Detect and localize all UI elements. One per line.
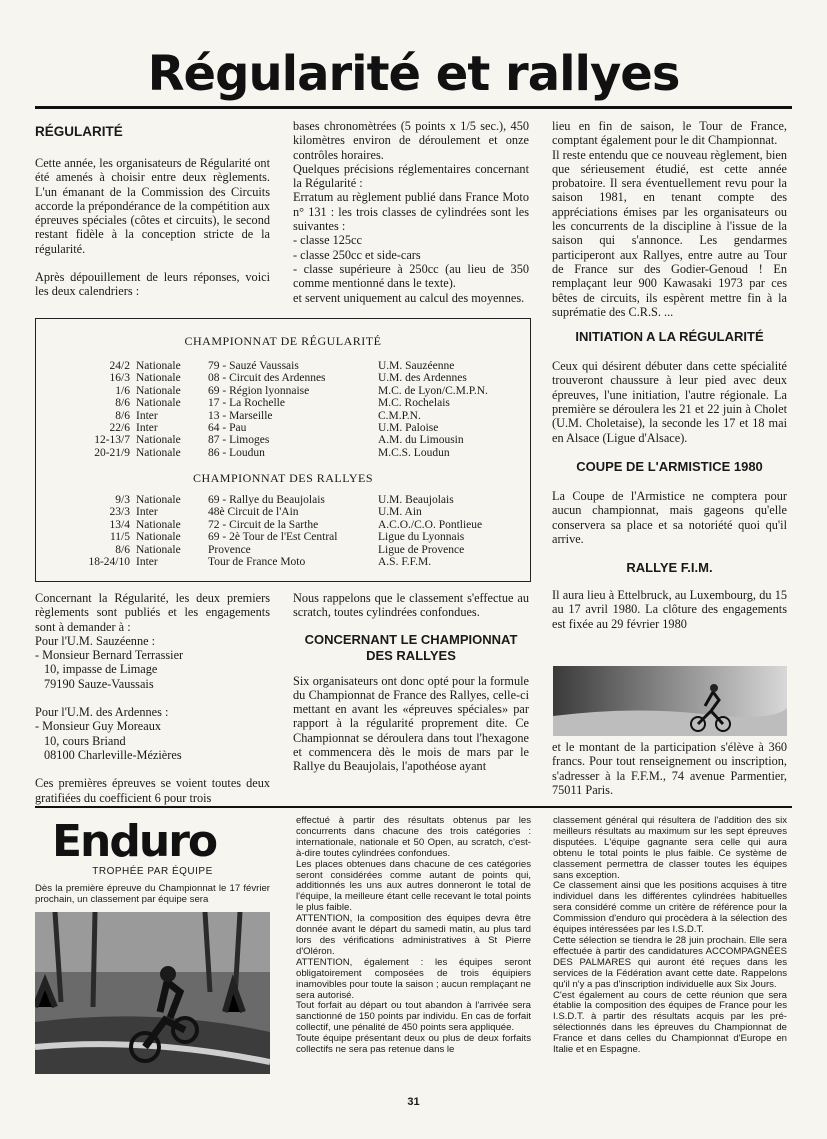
calendar-org: U.M. Sauzéenne [378, 360, 455, 372]
col2-line-4: et servent uniquement au calcul des moyennes. [293, 290, 525, 305]
calendar-cat: Inter [136, 409, 158, 422]
enduro-c2-p1: effectué à partir des résultats obtenus par les concurrents dans chacune des trois catégories : internationale, nationale et 50 Open, au scratch, c'est-à-dire toutes cylindrées confondues. [296, 815, 531, 859]
calendar-event: 69 - Rallye du Beaujolais [208, 494, 325, 506]
calendar-row [60, 360, 528, 372]
calendar-event: Tour de France Moto [208, 556, 306, 569]
calendar-row [60, 531, 528, 543]
calendar-cat: Nationale [136, 434, 181, 447]
calendar-date: 20-21/9 [94, 446, 130, 459]
engagements-column [35, 591, 270, 805]
calendar-event: 08 - Circuit des Ardennes [208, 372, 326, 385]
rallyes-heading: CONCERNANT LE CHAMPIONNAT DES RALLYES [304, 631, 518, 663]
col3-paragraph-2: Il reste entendu que ce nouveau règlement, bien que sérieusement étudié, est cette année probatoire. Il sera éventuellement revu pour la saison 1981, en tenant compte des appréciations émises par les organisateurs ou les concurrents de la discipline à l'issue de la saison qui s'annonce. Les gendarmes participeront aux Rallyes, entre autre au Tour de France sur des Godier-Genoud ! En remplaçant leur 900 Kawasaki 1973 par ces bêtes de circuits, ils espèrent mettre fin à la suprématie des C.R.S. ... [552, 147, 787, 319]
calendar-event: 86 - Loudun [208, 446, 265, 459]
regularite-column-2 [293, 119, 529, 305]
title-rule [35, 106, 792, 109]
regularite-paragraph-2: Après dépouillement de leurs réponses, voici les deux calendriers : [35, 270, 270, 299]
calendar-cat: Nationale [136, 397, 181, 410]
class-3: - classe supérieure à 250cc (au lieu de 350 comme mentionné dans le texte). [293, 261, 529, 291]
calendar-org: U.M. des Ardennes [378, 372, 467, 385]
address-1-city: 79190 Sauze-Vaussais [44, 676, 154, 691]
enduro-c2-p6: Toute équipe présentant deux ou plus de deux forfaits collectifs ne sera pas retenue dans le [296, 1033, 531, 1056]
calendar-event: 79 - Sauzé Vaussais [208, 360, 299, 372]
calendar-event: 69 - 2è Tour de l'Est Central [208, 531, 338, 544]
calendar-org: Ligue du Lyonnais [378, 531, 465, 544]
enduro-c3-p2: Ce classement ainsi que les positions acquises à titre individuel dans les différentes cylindrées habituelles sera considéré comme un critère de référence pour la Commission d'enduro qui procèdera à la sélection des équipes intéressées par les I.S.D.T. [553, 880, 787, 936]
col2-line-2: Quelques précisions réglementaires concernant la Régularité : [293, 161, 529, 191]
calendar-date: 8/6 [115, 409, 130, 422]
calendar-row [60, 506, 528, 518]
rallye-fim-paragraph: Il aura lieu à Ettelbruck, au Luxembourg, du 15 au 17 avril 1980. La clôture des engagements est fixée au 29 février 1980 [552, 588, 787, 631]
calendar-org: A.M. du Limousin [378, 434, 464, 447]
enduro-photo [35, 912, 270, 1074]
rallye-fim-paragraph-2: et le montant de la participation s'élève à 360 francs. Pour tout renseignement ou inscription, s'adresser à la F.F.M., 74 avenue Parmentier, 75011 Paris. [552, 740, 787, 797]
calendar-cat: Nationale [136, 384, 181, 397]
rallyes-column [293, 591, 529, 774]
initiation-heading: INITIATION A LA RÉGULARITÉ [575, 329, 764, 345]
engagements-paragraph: Concernant la Régularité, les deux premiers règlements sont publiés et les engagements sont à demander à : [35, 591, 270, 634]
calendar-org: M.C. Rochelais [378, 397, 450, 410]
right-column [552, 119, 787, 631]
calendar-event: 69 - Région lyonnaise [208, 384, 310, 397]
calendar-cat: Nationale [136, 372, 181, 385]
enduro-c3-p1: classement général qui résultera de l'addition des six meilleurs résultats au maximum sur les sept épreuves disputées. L'équipe gagnante sera celle qui aura obtenu le total points le plus faible. Ce système de classement permettra de classer toutes les équipes sans exception. [553, 815, 787, 881]
calendar-row [60, 422, 528, 434]
calendar-date: 16/3 [109, 372, 130, 385]
enduro-c3-p4: C'est également au cours de cette réunion que sera établie la composition des équipes de France pour les I.S.D.T. à partir des résultats acquis par les pré-sélectionnés dans les épreuves du Championnat de France et dans celles du Championnat d'Europe en Italie et en Espagne. [553, 989, 787, 1056]
calendar-date: 24/2 [109, 360, 130, 372]
enduro-c2-p3: ATTENTION, la composition des équipes devra être donnée avant le départ du samedi matin, au plus tard lors des vérifications administratives à St Pierre d'Oléron. [296, 913, 531, 957]
rallye-photo [553, 666, 787, 736]
calendar-org: U.M. Paloise [378, 422, 439, 435]
enduro-intro [35, 884, 270, 906]
rallye-photo-image [553, 666, 787, 736]
page-title: Régularité et rallyes [147, 46, 680, 102]
enduro-column-3 [553, 816, 787, 1056]
enduro-subtitle: TROPHÉE PAR ÉQUIPE [92, 866, 213, 877]
rallyes-calendar-table [60, 494, 528, 568]
coupe-paragraph: La Coupe de l'Armistice ne comptera pour aucun championnat, mais gageons qu'elle conservera sa place et sa notoriété quoi qu'il arrive. [552, 488, 787, 546]
calendar-row [60, 494, 528, 506]
rallyes-calendar-title: CHAMPIONNAT DES RALLYES [192, 471, 374, 485]
calendar-row [60, 556, 528, 568]
calendar-row [60, 544, 528, 556]
calendar-event: 17 - La Rochelle [208, 397, 285, 410]
calendar-row [60, 397, 528, 409]
calendar-event: 48è Circuit de l'Ain [208, 506, 299, 519]
calendar-event: 72 - Circuit de la Sarthe [208, 518, 319, 531]
calendar-date: 8/6 [115, 397, 130, 410]
rallye-fim-heading: RALLYE F.I.M. [626, 560, 713, 576]
calendar-date: 23/3 [109, 506, 130, 519]
calendar-org: M.C. de Lyon/C.M.P.N. [378, 384, 488, 397]
calendar-cat: Nationale [136, 518, 181, 531]
calendar-org: A.C.O./C.O. Pontlieue [378, 518, 483, 531]
calendar-cat: Nationale [136, 543, 181, 556]
initiation-paragraph: Ceux qui désirent débuter dans cette spécialité trouveront chaussure à leur pied avec deux épreuves, l'une initiation, l'autre régionale. La première se déroulera les 21 et 22 juin à Cholet (U.M. Choletaise), la seconde les 17 et 18 mai en Alsace (Ligue d'Alsace). [552, 359, 787, 445]
calendar-event: 87 - Limoges [208, 434, 270, 447]
calendar-cat: Nationale [136, 360, 181, 372]
address-2-street: 10, cours Briand [44, 733, 126, 748]
calendar-event: 13 - Marseille [208, 409, 273, 422]
calendar-row [60, 447, 528, 459]
scratch-paragraph: Nous rappelons que le classement s'effectue au scratch, toutes cylindrées confondues. [293, 591, 529, 620]
calendar-row [60, 519, 528, 531]
rallye-fim-continued [552, 740, 787, 797]
calendar-date: 11/5 [109, 531, 130, 544]
calendar-event: Provence [208, 543, 251, 556]
calendar-org: M.C.S. Loudun [378, 446, 450, 459]
calendar-row [60, 410, 528, 422]
regularite-column [35, 124, 270, 313]
section-rule [35, 806, 792, 808]
calendar-org: A.S. F.F.M. [378, 556, 432, 569]
calendar-row [60, 434, 528, 446]
calendar-date: 1/6 [115, 384, 130, 397]
calendar-org: U.M. Beaujolais [378, 494, 454, 506]
calendar-org: Ligue de Provence [378, 543, 465, 556]
enduro-c2-p4: ATTENTION, également : les équipes seront obligatoirement composées de trois équipiers inamovibles pour toute la saison ; aucun remplaçant ne sera autorisé. [296, 956, 531, 1001]
regularite-calendar-title: CHAMPIONNAT DE RÉGULARITÉ [184, 334, 382, 348]
page-number: 31 [407, 1096, 420, 1108]
address-1-street: 10, impasse de Limage [44, 662, 158, 677]
calendar-row [60, 372, 528, 384]
address-1-name: - Monsieur Bernard Terrassier [35, 648, 184, 663]
calendar-box [35, 318, 531, 582]
calendar-date: 12-13/7 [94, 434, 130, 447]
calendar-date: 8/6 [115, 543, 130, 556]
calendar-org: C.M.P.N. [378, 409, 421, 422]
calendar-cat: Nationale [136, 531, 181, 544]
coefficient-paragraph: Ces premières épreuves se voient toutes deux gratifiées du coefficient 6 pour trois [35, 776, 270, 805]
calendar-cat: Nationale [136, 446, 181, 459]
rallyes-paragraph: Six organisateurs ont donc opté pour la formule du Championnat de France des Rallyes, celle-ci mettant en avant les «épreuves spéciales» par rapport à la régularité proprement dite. Ce Championnat se déroulera dans tout l'hexagone et commencera dès le mois de mars par le Rallye du Beaujolais, l'apothéose ayant [293, 673, 529, 774]
enduro-title: Enduro [52, 816, 217, 867]
calendar-cat: Inter [136, 556, 158, 569]
col2-erratum: Erratum au règlement publié dans France Moto n° 131 : les trois classes de cylindrées sont les suivantes : [293, 190, 529, 234]
enduro-intro-text: Dès la première épreuve du Championnat le 17 février prochain, un classement par équipe sera [35, 883, 270, 905]
col3-paragraph-1: lieu en fin de saison, le Tour de France, comptant également pour le dit Championnat. [552, 119, 787, 148]
calendar-cat: Inter [136, 422, 158, 435]
calendar-date: 18-24/10 [88, 556, 130, 569]
coupe-heading: COUPE DE L'ARMISTICE 1980 [576, 458, 763, 474]
class-2: - classe 250cc et side-cars [293, 247, 421, 262]
address-2-city: 08100 Charleville-Mézières [44, 747, 182, 762]
calendar-event: 64 - Pau [208, 422, 247, 435]
calendar-cat: Inter [136, 506, 158, 519]
address-2-title: Pour l'U.M. des Ardennes : [35, 705, 169, 720]
regularite-calendar-table [60, 360, 528, 459]
col2-line-1: bases chronomètrées (5 points x 1/5 sec.), 450 kilomètres environ de déroulement et onze contrôles horaires. [293, 119, 529, 162]
enduro-column-2 [296, 816, 531, 1056]
regularite-paragraph-1: Cette année, les organisateurs de Régularité ont été amenés à choisir entre deux règlements. L'un émanant de la Commission des Circuits accorde la prépondérance de la compétition aux épreuves spéciales (côtes et circuits), le second restant fidèle à la conception stricte de la régularité. [35, 156, 270, 256]
enduro-photo-image [35, 912, 270, 1074]
class-1: - classe 125cc [293, 233, 362, 248]
enduro-c2-p2: Les places obtenues dans chacune de ces catégories seront considérées comme autant de points qui, additionnés les uns aux autres donneront le total de l'équipe, la meilleure étant celle recevant le total points le plus faible. [296, 858, 531, 914]
calendar-date: 13/4 [109, 518, 130, 531]
enduro-c3-p3: Cette sélection se tiendra le 28 juin prochain. Elle sera effectuée à partir des candidatures ACCOMPAGNÉES DES PALMARES qui auront été reçues dans les services de la Fédération avant cette date. Rappelons qu'il n'y a pas d'inscription individuelle aux Six Jours. [553, 934, 787, 990]
regularite-heading: RÉGULARITÉ [35, 124, 123, 139]
calendar-row [60, 385, 528, 397]
calendar-org: U.M. Ain [378, 506, 422, 519]
calendar-date: 9/3 [115, 494, 130, 506]
calendar-cat: Nationale [136, 494, 181, 506]
enduro-c2-p5: Tout forfait au départ ou tout abandon à l'arrivée sera sanctionné de 150 points par individu. En cas de forfait collectif, une pénalité de 450 points sera appliquée. [296, 1000, 531, 1034]
calendar-date: 22/6 [109, 422, 130, 435]
address-2-name: - Monsieur Guy Moreaux [35, 719, 162, 734]
address-1-title: Pour l'U.M. Sauzéenne : [35, 633, 156, 648]
